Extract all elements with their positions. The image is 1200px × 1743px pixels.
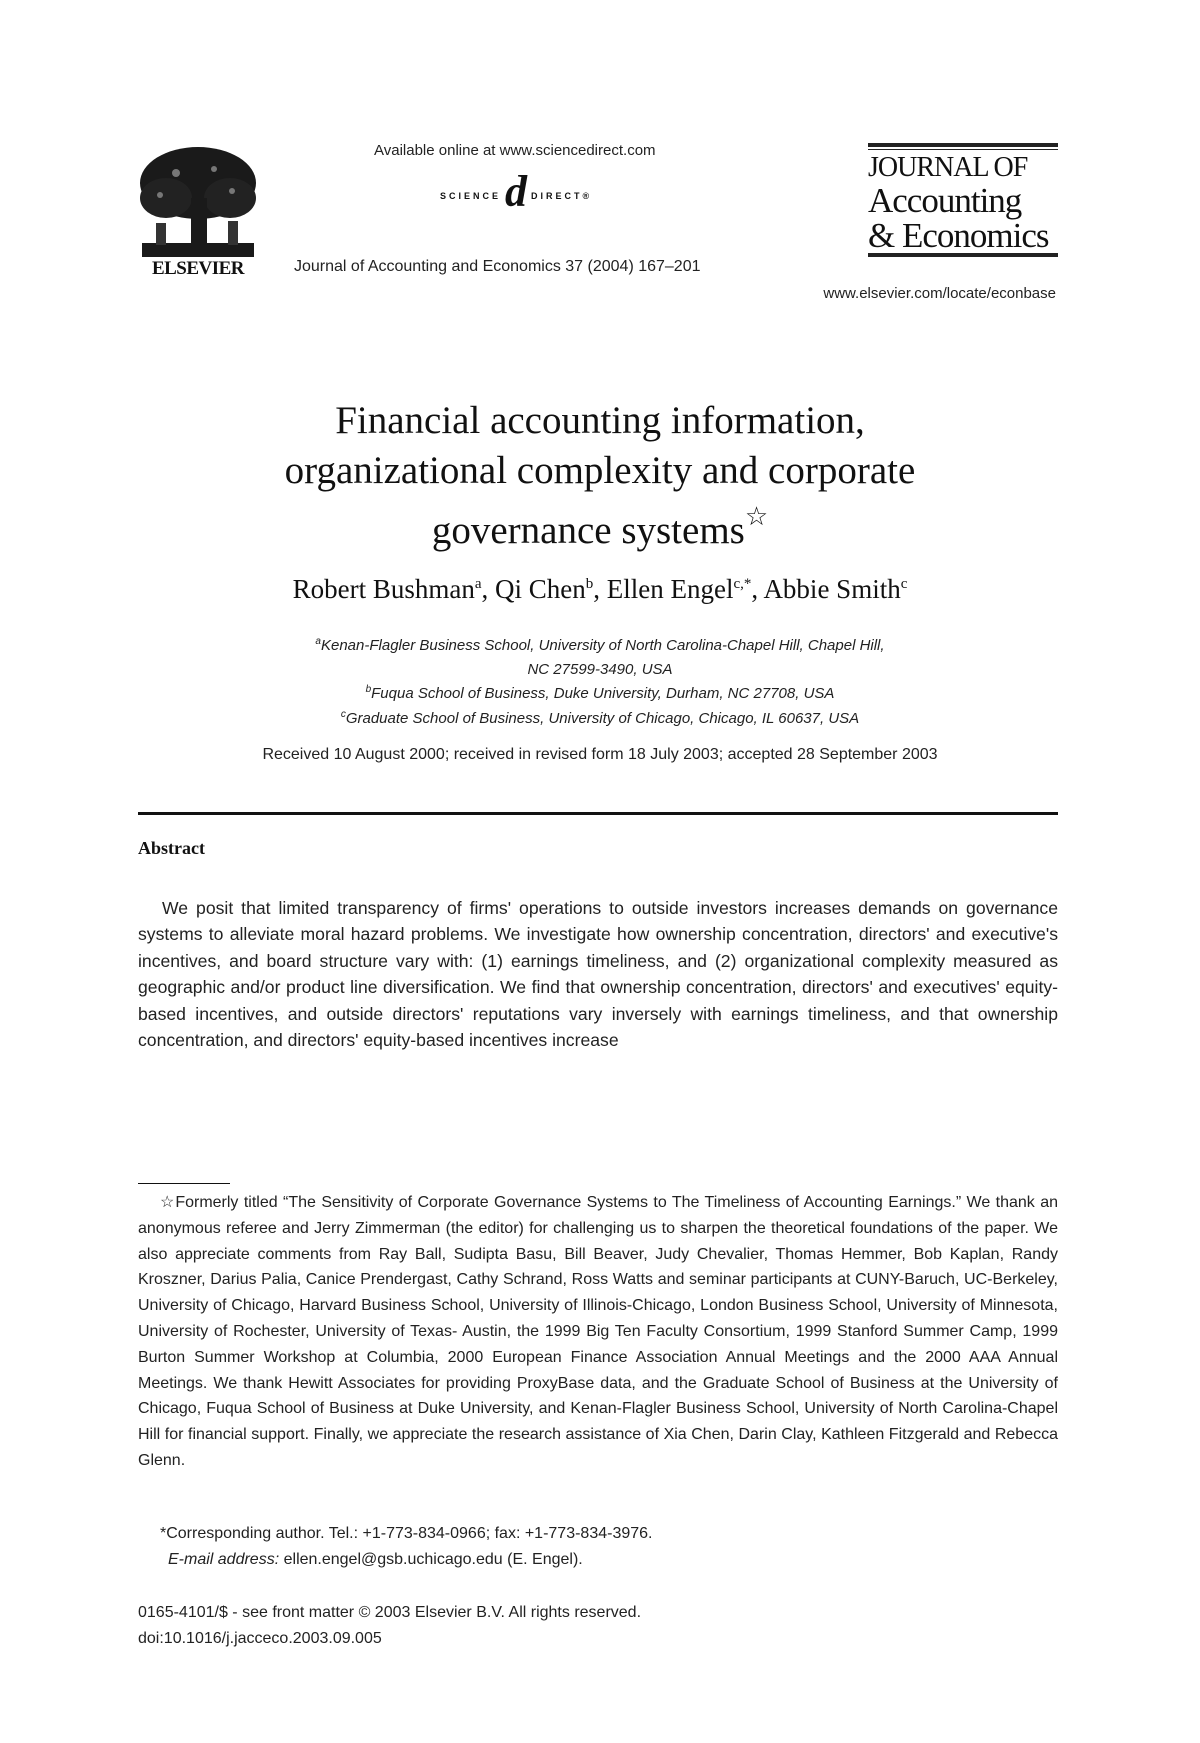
masthead-line-1: JOURNAL OF	[868, 152, 1028, 183]
affiliation-mark: c	[340, 709, 346, 720]
sciencedirect-symbol: d	[505, 167, 528, 216]
title-line-3-text: governance systems	[431, 509, 745, 552]
masthead-line-3: & Economics	[868, 216, 1049, 255]
affiliation-text: Kenan-Flagler Business School, University of North Carolina-Chapel Hill, Chapel Hill,	[320, 637, 885, 654]
affiliation-b	[140, 678, 1060, 706]
doi-line: doi:10.1016/j.jacceco.2003.09.005	[138, 1630, 382, 1647]
affiliation-a	[140, 630, 1060, 682]
email-address: ellen.engel@gsb.uchicago.edu (E. Engel).	[283, 1551, 583, 1568]
affiliation-c	[140, 703, 1060, 731]
abstract-text: We posit that limited transparency of firms' operations to outside investors increases demands on governance systems to alleviate moral hazard problems. We investigate how ownership concentration, directors' and executive's incentives, and board structure vary with: (1) earnings timeliness, and (2) organizational complexity measured as geographic and/or product line diversification. We find that ownership concentration, directors' and executives' equity-based incentives, and outside directors' reputations vary inversely with earnings timeliness, and that ownership concentration, and directors' equity-based incentives increase	[138, 898, 1058, 1051]
sciencedirect-logo	[440, 167, 593, 216]
affiliation-mark: a	[315, 636, 321, 647]
footnote-text: Formerly titled “The Sensitivity of Corporate Governance Systems to The Timeliness of Accounting Earnings.” We thank an anonymous referee and Jerry Zimmerman (the editor) for challenging us to sharpen the theoretical foundations of the paper. We also appreciate comments from Ray Ball, Sudipta Basu, Bill Beaver, Judy Chevalier, Thomas Hemmer, Bob Kaplan, Randy Kroszner, Darius Palia, Canice Prendergast, Cathy Schrand, Ross Watts and seminar participants at CUNY-Baruch, UC-Berkeley, University of Chicago, Harvard Business School, University of Illinois-Chicago, London Business School, University of Minnesota, University of Rochester, University of Texas- Austin, the 1999 Big Ten Faculty Consortium, 1999 Stanford Summer Camp, 1999 Burton Summer Workshop at Columbia, 2000 European Finance Association Annual Meetings and the 2000 AAA Annual Meetings. We thank Hewitt Associates for providing ProxyBase data, and the Graduate School of Business at the University of Chicago, Fuqua School of Business at Duke University, and Kenan-Flagler Business School, University of North Carolina-Chapel Hill for financial support. Finally, we appreciate the research assistance of Xia Chen, Darin Clay, Kathleen Fitzgerald and Rebecca Glenn.	[138, 1194, 1059, 1469]
elsevier-tree-logo	[136, 143, 260, 275]
author-name: Abbie Smith	[763, 574, 901, 604]
author-affiliation-mark: a	[474, 576, 482, 592]
title-line-1: Financial accounting information,	[335, 399, 865, 442]
title-line-2: organizational complexity and corporate	[284, 449, 916, 492]
author-list: Robert Bushman$^a$, Qi Chen$^b$, Ellen Engel$^{c,*}$, Abbie Smith$^c$	[292, 574, 908, 604]
affiliation-mark: b	[365, 684, 372, 695]
author-affiliation-mark: c,*	[733, 576, 752, 592]
affiliation-text: Fuqua School of Business, Duke University, Durham, NC 27708, USA	[371, 685, 835, 702]
paper-title	[140, 396, 1060, 556]
sciencedirect-left-word: SCIENCE	[440, 191, 502, 201]
masthead-line-2: Accounting	[868, 181, 1022, 220]
title-footnote	[138, 1190, 1058, 1474]
author-name: Robert Bushman	[292, 574, 475, 604]
abstract-heading: Abstract	[138, 838, 205, 858]
section-divider	[138, 812, 1058, 815]
author-name: Ellen Engel	[606, 574, 734, 604]
author-affiliation-mark: c	[900, 576, 908, 592]
journal-citation: Journal of Accounting and Economics 37 (2004) 167–201	[294, 258, 701, 275]
affiliation-text: NC 27599-3490, USA	[527, 661, 673, 678]
sciencedirect-right-word: DIRECT®	[531, 191, 593, 201]
journal-masthead	[868, 143, 1058, 257]
available-online-text: Available online at www.sciencedirect.com	[374, 142, 656, 159]
journal-url: www.elsevier.com/locate/econbase	[823, 285, 1056, 302]
title-line-3	[140, 496, 1060, 556]
affiliation-text: Graduate School of Business, University of Chicago, Chicago, IL 60637, USA	[345, 710, 860, 727]
author-name: Qi Chen	[495, 574, 586, 604]
email-note	[168, 1547, 1058, 1573]
issn-copyright-line: 0165-4101/$ - see front matter © 2003 Elsevier B.V. All rights reserved.	[138, 1604, 642, 1621]
author-affiliation-mark: b	[585, 576, 594, 592]
corresponding-author-note: *Corresponding author. Tel.: +1-773-834-0966; fax: +1-773-834-3976.	[160, 1525, 653, 1542]
received-dates: Received 10 August 2000; received in revised form 18 July 2003; accepted 28 September 2003	[262, 746, 938, 763]
footnote-star-mark: ☆	[160, 1194, 176, 1211]
title-footnote-mark: ☆	[744, 502, 769, 531]
footnote-divider	[138, 1183, 230, 1184]
publisher-name: ELSEVIER	[151, 258, 245, 279]
email-label: E-mail address:	[168, 1551, 280, 1568]
